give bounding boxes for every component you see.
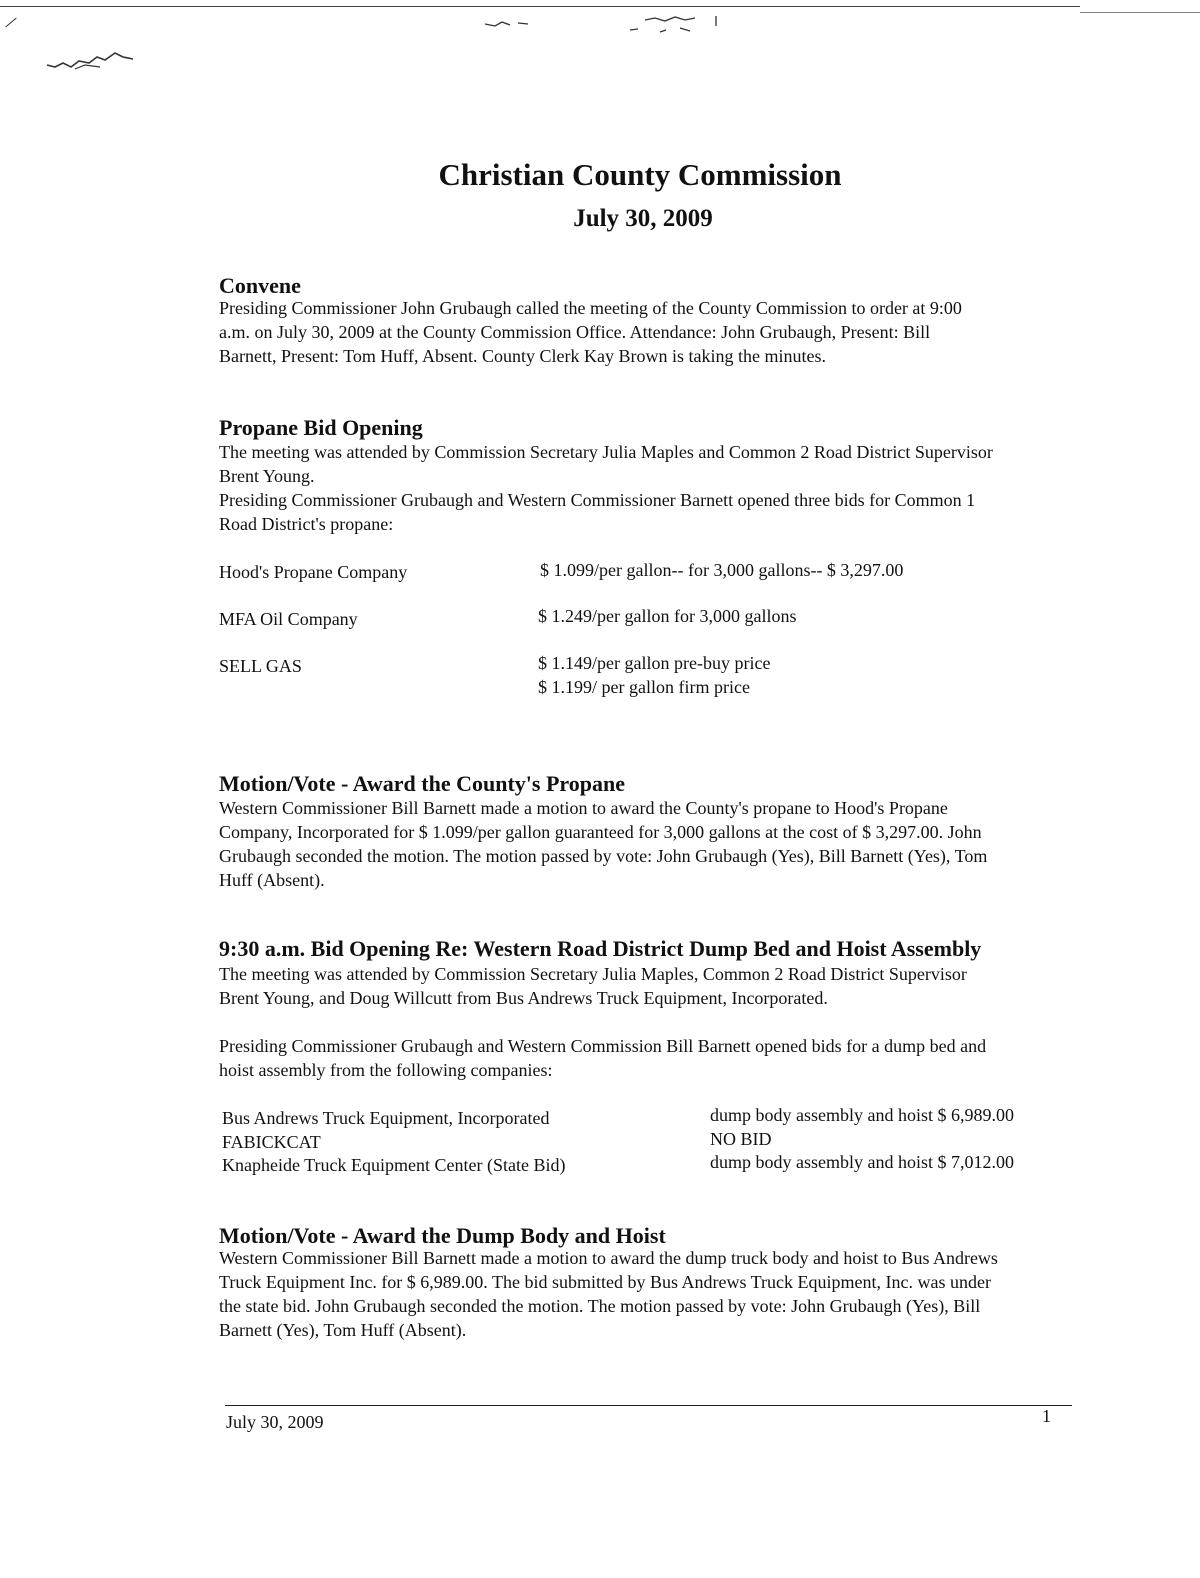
bid-company: Hood's Propane Company	[219, 562, 408, 582]
text-line: Road District's propane:	[219, 514, 394, 534]
text-line: Truck Equipment Inc. for $ 6,989.00. The bid submitted by Bus Andrews Truck Equipment, Inc. was under	[219, 1272, 991, 1292]
scribble-mark	[45, 45, 140, 75]
section-body-dump-bid	[219, 962, 1079, 1010]
text-line: Brent Young.	[219, 466, 315, 486]
text-line: Western Commissioner Bill Barnett made a motion to award the dump truck body and hoist to Bus Andrews	[219, 1248, 998, 1268]
page-number: 1	[1042, 1406, 1051, 1426]
text-line: Company, Incorporated for $ 1.099/per gallon guaranteed for 3,000 gallons at the cost of $ 3,297.00. John	[219, 822, 982, 842]
section-body-propane-bid	[219, 440, 1079, 536]
bid-company: MFA Oil Company	[219, 609, 358, 629]
bid-company: Bus Andrews Truck Equipment, Incorporated	[222, 1108, 550, 1128]
document-date: July 30, 2009	[573, 205, 713, 232]
bid-company: FABICKCAT	[222, 1132, 321, 1152]
bid-price: $ 1.199/ per gallon firm price	[538, 677, 750, 697]
text-line: The meeting was attended by Commission Secretary Julia Maples, Common 2 Road District Supervisor	[219, 964, 967, 984]
section-body-dump-bid-2	[219, 1034, 1079, 1082]
section-heading-motion-dump: Motion/Vote - Award the Dump Body and Hoist	[219, 1223, 666, 1248]
text-line: Western Commissioner Bill Barnett made a motion to award the County's propane to Hood's Propane	[219, 798, 948, 818]
section-heading-propane-bid: Propane Bid Opening	[219, 415, 423, 440]
bid-price: $ 1.099/per gallon-- for 3,000 gallons-- $ 3,297.00	[540, 560, 904, 580]
text-line: the state bid. John Grubaugh seconded the motion. The motion passed by vote: John Grubaugh (Yes), Bill	[219, 1296, 981, 1316]
text-line: Barnett (Yes), Tom Huff (Absent).	[219, 1320, 467, 1340]
text-line: a.m. on July 30, 2009 at the County Commission Office. Attendance: John Grubaugh, Present: Bill	[219, 322, 931, 342]
bid-price: $ 1.249/per gallon for 3,000 gallons	[538, 606, 797, 626]
text-line: Barnett, Present: Tom Huff, Absent. County Clerk Kay Brown is taking the minutes.	[219, 346, 827, 366]
text-line: Grubaugh seconded the motion. The motion passed by vote: John Grubaugh (Yes), Bill Barnett (Yes), Tom	[219, 846, 988, 866]
section-body-convene	[219, 296, 1079, 368]
bid-company: SELL GAS	[219, 656, 302, 676]
section-body-motion-propane	[219, 796, 1079, 892]
section-heading-convene: Convene	[219, 273, 301, 298]
scribble-mark	[480, 14, 720, 38]
bid-price: $ 1.149/per gallon pre-buy price	[538, 653, 771, 673]
document-title: Christian County Commission	[438, 157, 842, 192]
footer-date: July 30, 2009	[226, 1412, 324, 1432]
footer-divider	[225, 1405, 1072, 1406]
text-line: The meeting was attended by Commission Secretary Julia Maples and Common 2 Road District Supervisor	[219, 442, 993, 462]
bid-amount: NO BID	[710, 1129, 772, 1149]
section-heading-dump-bid: 9:30 a.m. Bid Opening Re: Western Road District Dump Bed and Hoist Assembly	[219, 936, 982, 961]
scan-edge-line	[1080, 12, 1200, 13]
scan-mark	[5, 18, 16, 28]
section-heading-motion-propane: Motion/Vote - Award the County's Propane	[219, 771, 625, 796]
bid-amount: dump body assembly and hoist $ 7,012.00	[710, 1152, 1014, 1172]
bid-company: Knapheide Truck Equipment Center (State Bid)	[222, 1155, 566, 1175]
text-line: Huff (Absent).	[219, 870, 325, 890]
text-line: Presiding Commissioner Grubaugh and Western Commissioner Barnett opened three bids for Common 1	[219, 490, 976, 510]
bid-amount: dump body assembly and hoist $ 6,989.00	[710, 1105, 1014, 1125]
text-line: Presiding Commissioner Grubaugh and Western Commission Bill Barnett opened bids for a dump bed and	[219, 1036, 987, 1056]
scan-edge-line	[0, 6, 1080, 7]
section-body-motion-dump	[219, 1246, 1079, 1342]
text-line: hoist assembly from the following companies:	[219, 1060, 553, 1080]
text-line: Brent Young, and Doug Willcutt from Bus Andrews Truck Equipment, Incorporated.	[219, 988, 828, 1008]
text-line: Presiding Commissioner John Grubaugh called the meeting of the County Commission to order at 9:00	[219, 298, 962, 318]
